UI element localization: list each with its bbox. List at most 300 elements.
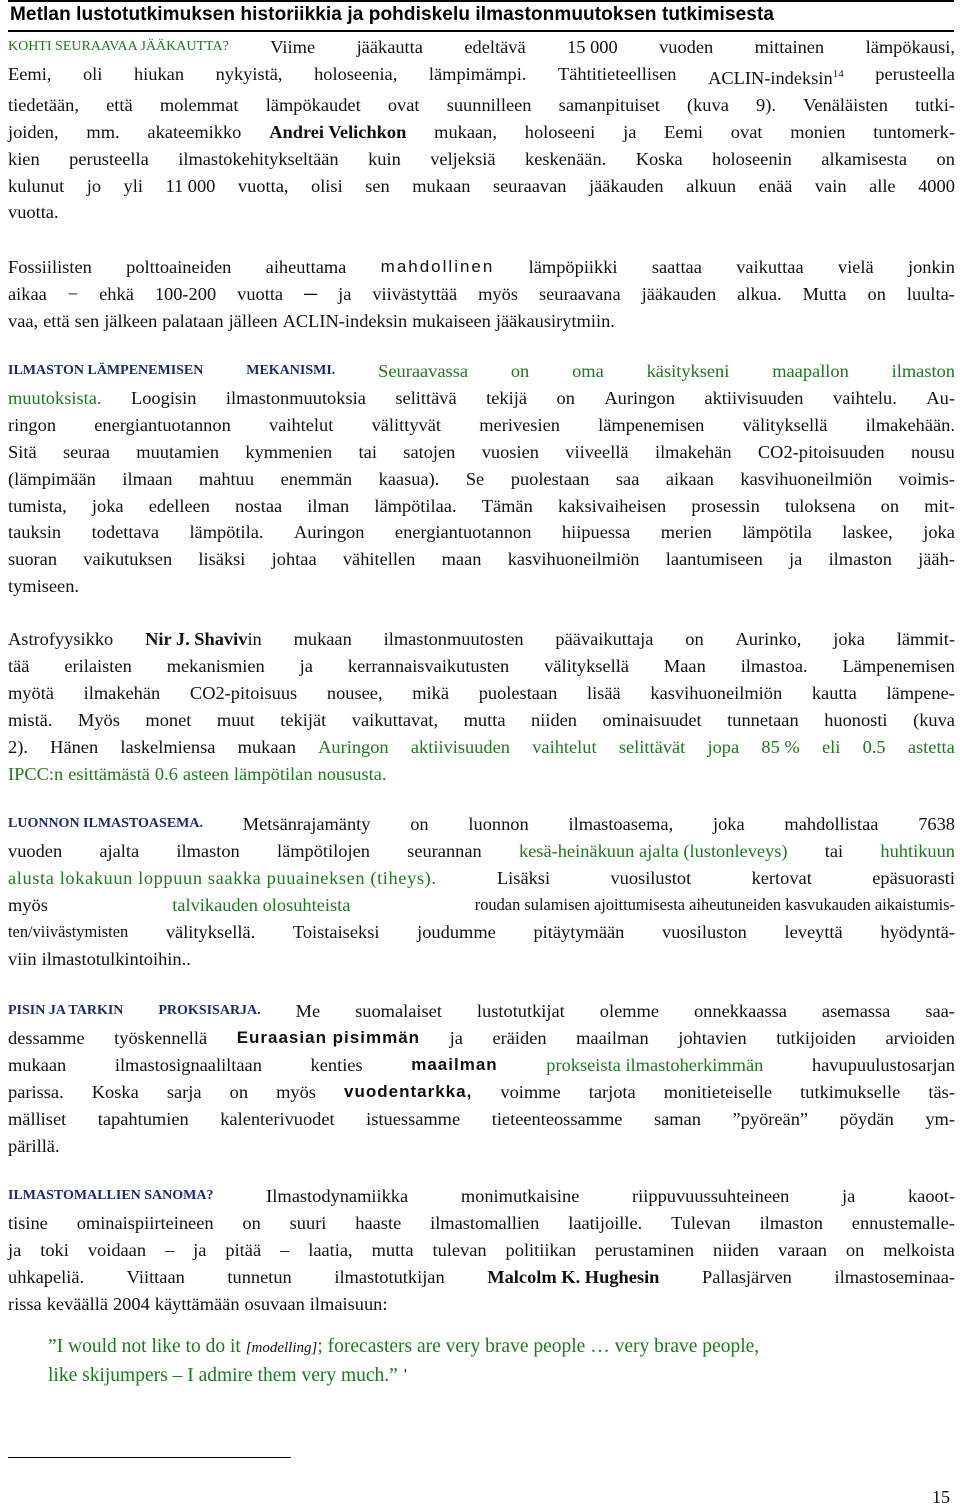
paragraph-climate-models xyxy=(8,1183,955,1318)
section-heading: ILMASTOMALLIEN SANOMA? xyxy=(8,1188,214,1203)
word: monet xyxy=(145,709,192,730)
word: satojen xyxy=(403,441,456,462)
word: seuraavana xyxy=(538,283,621,304)
word: muutamien xyxy=(136,441,220,462)
text-line xyxy=(8,1291,955,1318)
stray-mark: ' xyxy=(403,1367,407,1384)
word: (kuva xyxy=(686,94,729,115)
text-line xyxy=(8,412,955,439)
word: nykyistä, xyxy=(215,63,283,84)
word: epäsuorasti xyxy=(872,867,955,888)
emphasis-word: mahdollinen xyxy=(380,257,495,276)
word: jääkauden xyxy=(589,175,664,196)
word: jääkausirytmiin. xyxy=(495,310,615,331)
person-name: Malcolm K. Hughesin xyxy=(487,1266,660,1287)
word: ilmaston xyxy=(176,840,240,861)
text-line xyxy=(8,1264,955,1291)
word: tunnetaan xyxy=(727,709,799,730)
word: maailman xyxy=(576,1027,649,1048)
person-name-group xyxy=(145,626,262,653)
word: kenties xyxy=(310,1054,363,1075)
word: tekijät xyxy=(280,709,327,730)
word: ilman xyxy=(307,495,350,516)
word: perusteella xyxy=(875,63,955,84)
paragraph-warming-mechanism xyxy=(8,358,955,600)
word: noususta. xyxy=(317,763,387,784)
quote-insertion: [modelling] xyxy=(245,1340,318,1356)
word: varaan xyxy=(777,1239,827,1260)
word: riippuvuussuhteineen xyxy=(632,1186,790,1206)
word: 2004 xyxy=(112,1293,150,1314)
text-line xyxy=(8,811,955,838)
word: Hänen xyxy=(50,736,99,757)
dash: − xyxy=(67,283,79,304)
word: Mutta xyxy=(802,283,847,304)
word: CO2-pitoisuuden xyxy=(757,441,885,462)
word: ten/viivästymisten xyxy=(8,921,129,941)
word: ilmastosignaaliltaan xyxy=(114,1054,262,1075)
word: ehkä xyxy=(99,283,134,304)
word: puolestaan xyxy=(478,682,558,703)
word: alle xyxy=(869,175,896,196)
word: onnekkaassa xyxy=(693,1001,787,1021)
word: saman xyxy=(653,1108,701,1129)
word: joudumme xyxy=(417,921,496,942)
word: 9). xyxy=(756,94,776,115)
word: ja xyxy=(449,1027,463,1048)
text-line xyxy=(8,281,955,308)
word: viin xyxy=(8,948,37,969)
word: joka xyxy=(833,629,865,649)
word: mistä. xyxy=(8,709,53,730)
word: ilmakehän xyxy=(83,682,161,703)
word: saattaa xyxy=(651,257,702,277)
word: mukaan xyxy=(412,175,471,196)
word: jääkauden xyxy=(641,283,717,304)
word: Eemi, xyxy=(8,63,52,84)
word: kasvihuoneilmiön xyxy=(650,682,783,703)
text-line xyxy=(8,61,955,92)
word: Viittaan xyxy=(126,1266,185,1287)
word: suuri xyxy=(289,1212,327,1233)
word: alkua. xyxy=(737,283,782,304)
word: lämpöpiikki xyxy=(528,257,618,277)
word: roudan sulamisen ajoittumisesta aiheutuneiden kasvukauden aikaistumis- xyxy=(474,894,955,914)
word: politiikan xyxy=(505,1239,577,1260)
word: sen xyxy=(365,175,390,196)
word: enää xyxy=(758,175,793,196)
word: ovat xyxy=(730,121,763,142)
word: kaasua). xyxy=(378,468,440,489)
word: kertovat xyxy=(751,867,812,888)
word: rissa xyxy=(8,1293,42,1314)
word: in xyxy=(247,629,262,649)
text-line xyxy=(8,1025,955,1052)
word: merien xyxy=(660,522,712,543)
word: vaihtelut xyxy=(532,736,597,757)
word: tutki- xyxy=(915,94,955,115)
text-line xyxy=(8,1133,955,1160)
word: ringon xyxy=(8,414,57,435)
word: huonosti xyxy=(824,709,888,730)
text-line xyxy=(48,1362,928,1389)
word: (lämpimään xyxy=(8,468,96,489)
word: lämpötilan xyxy=(233,763,313,784)
word: ilmastokehitykseltään xyxy=(178,148,339,169)
word: tutkijoiden xyxy=(776,1027,856,1048)
word: on xyxy=(556,387,575,408)
word: lämpötila xyxy=(742,522,812,543)
word: keskenään. xyxy=(525,148,607,169)
word: jälleen xyxy=(228,310,278,331)
word: tekijä xyxy=(486,387,528,408)
word: on xyxy=(242,1212,261,1233)
section-heading: KOHTI SEURAAVAA JÄÄKAUTTA? xyxy=(8,39,229,54)
word: merivesien xyxy=(479,414,560,435)
word: hyödyntä- xyxy=(880,921,955,942)
word: käsitykseni xyxy=(646,361,730,381)
word: holoseenia, xyxy=(314,63,398,84)
word: mikä xyxy=(412,682,450,703)
word: välittyvät xyxy=(371,414,442,435)
word: on xyxy=(685,629,704,649)
word: ja xyxy=(299,655,313,676)
word: huhtikuun xyxy=(880,840,955,861)
text-line xyxy=(8,308,955,335)
page-number: 15 xyxy=(932,1487,950,1507)
text-line xyxy=(8,573,955,600)
word: lisäksi xyxy=(198,549,246,570)
word: 15 000 xyxy=(567,37,618,57)
word: samanpituiset xyxy=(558,94,660,115)
word: ajalta xyxy=(99,840,140,861)
text-line xyxy=(8,119,955,146)
word: mutta xyxy=(463,709,506,730)
word: CO2-pitoisuus xyxy=(189,682,298,703)
word: tiedetään, xyxy=(8,94,79,115)
word: vähitellen xyxy=(342,549,416,570)
word: aikaan xyxy=(665,468,714,489)
word: osuvaan xyxy=(244,1293,305,1314)
word: tai xyxy=(824,840,844,861)
text-line xyxy=(8,358,955,385)
word: Astrofyysikko xyxy=(8,629,114,649)
word: välityksellä xyxy=(544,655,629,676)
word: tutkimukselle xyxy=(800,1081,901,1102)
text-line xyxy=(8,892,955,919)
word: alkuun xyxy=(686,175,737,196)
word: holoseenin xyxy=(712,148,792,169)
word: Tähtitieteellisen xyxy=(558,63,677,84)
word: kulunut xyxy=(8,175,65,196)
word: saa- xyxy=(925,1001,955,1021)
section-heading: PROKSISARJA. xyxy=(158,1003,261,1018)
word: vuosiluston xyxy=(662,921,747,942)
word: vuoden xyxy=(659,37,714,57)
text-line xyxy=(8,254,955,281)
word: 0.6 xyxy=(154,763,178,784)
word: myös xyxy=(8,894,48,915)
word: lämpimämpi. xyxy=(428,63,527,84)
word: ilmaisuun: xyxy=(309,1293,388,1314)
word: laskee, xyxy=(842,522,893,543)
word: dessamme xyxy=(8,1027,85,1048)
word: hiipuessa xyxy=(561,522,631,543)
word: johtavien xyxy=(678,1027,747,1048)
word: lämmit- xyxy=(896,629,955,649)
word: Auringon xyxy=(604,387,675,408)
word: eli xyxy=(821,736,841,757)
word: asemassa xyxy=(821,1001,891,1021)
word: joiden, xyxy=(8,121,59,142)
word: pöydän xyxy=(839,1108,894,1129)
word: viivästyttää xyxy=(372,283,458,304)
word: ilmastoa. xyxy=(740,655,808,676)
word: lisää xyxy=(587,682,621,703)
word: Tulevan xyxy=(671,1212,731,1233)
paragraph-natural-station xyxy=(8,811,955,972)
word: todettava xyxy=(91,522,159,543)
text-line xyxy=(8,761,955,788)
word: nousee, xyxy=(326,682,383,703)
word: Au- xyxy=(926,387,955,408)
word: monitieteiselle xyxy=(663,1081,773,1102)
word: laskelmiensa xyxy=(120,736,216,757)
word: mittainen xyxy=(754,37,825,57)
word: Koska xyxy=(635,148,683,169)
word: ilmaston xyxy=(891,361,955,381)
highlight-phrase: prokseista ilmastoherkimmän xyxy=(546,1054,764,1075)
word: pärillä. xyxy=(8,1135,60,1156)
word: vain xyxy=(814,175,847,196)
word: muutoksista. xyxy=(8,387,102,408)
paragraph-shaviv xyxy=(8,626,955,787)
section-heading: MEKANISMI. xyxy=(246,363,336,378)
word: istuessamme xyxy=(366,1108,461,1129)
word: ilmaston xyxy=(759,1212,823,1233)
word: perusteella xyxy=(69,148,149,169)
word: täs- xyxy=(928,1081,955,1102)
word: IPCC:n xyxy=(8,763,64,784)
word: kymmenien xyxy=(245,441,333,462)
word: Lisäksi xyxy=(496,867,551,888)
word: energiantuotannon xyxy=(394,522,532,543)
word: Aurinko, xyxy=(735,629,802,649)
word: mahdollistaa xyxy=(784,814,879,834)
text-line xyxy=(8,493,955,520)
word: ilmastotulkintoihin.. xyxy=(41,948,191,969)
text-line xyxy=(8,92,955,119)
dash: – xyxy=(164,1239,175,1260)
word: aiheuttama xyxy=(265,257,347,277)
text-line xyxy=(8,439,955,466)
word: Seuraavassa xyxy=(378,361,469,381)
text-line xyxy=(8,1183,955,1210)
word: seurannan xyxy=(407,840,482,861)
word: mekanismien xyxy=(166,655,265,676)
word: Myös xyxy=(77,709,120,730)
section-heading: PISIN JA TARKIN xyxy=(8,1003,124,1018)
text-line xyxy=(8,1079,955,1106)
word: ilmastotutkijan xyxy=(334,1266,445,1287)
text-line xyxy=(8,173,955,200)
word: astetta xyxy=(907,736,955,757)
word: Pallasjärven xyxy=(702,1266,792,1287)
text-line xyxy=(8,466,955,493)
word: päävaikuttaja xyxy=(555,629,654,649)
word: Sitä xyxy=(8,441,37,462)
word: vielä xyxy=(837,257,874,277)
highlight-phrase: talvikauden olosuhteista xyxy=(172,894,351,915)
word: luonnon xyxy=(468,814,529,834)
word: tieteenteossamme xyxy=(491,1108,623,1129)
word: myös xyxy=(276,1081,316,1102)
word: Lämpenemisen xyxy=(842,655,955,676)
word: 0.5 xyxy=(862,736,886,757)
word: energiantuotannon xyxy=(94,414,231,435)
word: kasvihuoneilmiön xyxy=(507,549,640,570)
word: veljeksiä xyxy=(430,148,496,169)
word: niiden xyxy=(713,1239,759,1260)
word: tai xyxy=(358,441,377,462)
highlight-phrase: alusta lokakuun loppuun saakka puuaineksen (tiheys). xyxy=(8,867,437,888)
text-line xyxy=(8,946,955,973)
word: 100-200 xyxy=(154,283,217,304)
word: edelleen xyxy=(148,495,210,516)
word: joka xyxy=(712,814,745,834)
word: myös xyxy=(478,283,518,304)
header-title: Metlan lustotutkimuksen historiikkia ja pohdiskelu ilmastonmuutoksen tutkimisesta xyxy=(10,4,775,25)
text-line xyxy=(8,680,955,707)
person-name: Andrei Velichkon xyxy=(269,121,407,142)
word: melkoista xyxy=(883,1239,955,1260)
word: Auringon xyxy=(293,522,365,543)
word: välityksellä. xyxy=(165,921,256,942)
word: Me xyxy=(295,1001,321,1021)
word: mukaan xyxy=(293,629,352,649)
word: 2). xyxy=(8,736,28,757)
word: laantumiseen xyxy=(665,549,763,570)
paragraph-next-ice-age xyxy=(8,34,955,226)
word: luulta- xyxy=(906,283,955,304)
text-line xyxy=(8,146,955,173)
word: ovat xyxy=(387,94,420,115)
word: Metsänrajamänty xyxy=(242,814,371,834)
word: ACLIN-indeksin$^{14}$ xyxy=(708,67,844,88)
word: tymiseen. xyxy=(8,576,79,597)
word: selittävät xyxy=(618,736,686,757)
word: tulevan xyxy=(432,1239,487,1260)
text-line xyxy=(8,546,955,573)
word: aikaa xyxy=(8,283,47,304)
word: edeltävä xyxy=(464,37,526,57)
word: välityksellä xyxy=(742,414,828,435)
text-line xyxy=(8,865,955,892)
text-line xyxy=(8,1052,955,1079)
word: parissa. xyxy=(8,1081,64,1102)
word: monien xyxy=(790,121,846,142)
word: lämpötila. xyxy=(189,522,264,543)
word: Loogisin xyxy=(131,387,197,408)
word: esittämästä xyxy=(68,763,150,784)
word: vaikuttaa xyxy=(736,257,804,277)
word: vaa, xyxy=(8,310,39,331)
word: on xyxy=(845,1239,865,1260)
word: mälliset xyxy=(8,1108,67,1129)
word: ja xyxy=(842,1186,856,1206)
dash: – xyxy=(280,1239,290,1260)
word: oli xyxy=(82,63,103,84)
quote-text: like skijumpers – I admire them very much.” xyxy=(48,1365,398,1386)
text-line xyxy=(8,653,955,680)
word: Viime xyxy=(270,37,316,57)
text-line xyxy=(8,707,955,734)
text-line xyxy=(8,34,955,61)
word: tuloksena xyxy=(785,495,856,516)
word: keväällä xyxy=(46,1293,108,1314)
word: vuotta xyxy=(237,283,284,304)
word: kasvihuoneilmiön xyxy=(740,468,873,489)
text-line xyxy=(8,626,955,653)
word: toki xyxy=(40,1239,69,1260)
word: ilmastomallien xyxy=(430,1212,540,1233)
word: viiveellä xyxy=(565,441,629,462)
word: työskennellä xyxy=(114,1027,208,1048)
word: lustotutkijat xyxy=(476,1001,565,1021)
word: kerrannaisvaikutusten xyxy=(347,655,510,676)
word: on xyxy=(880,495,900,516)
word: suomalaiset xyxy=(355,1001,442,1021)
text-line xyxy=(48,1333,928,1362)
word: mm. xyxy=(86,121,120,142)
word: lämpökausi, xyxy=(865,37,955,57)
emphasis-word: maailman xyxy=(411,1054,498,1074)
word: vaihtelut xyxy=(268,414,334,435)
text-line xyxy=(8,919,955,946)
word: mukaiseen xyxy=(412,310,491,331)
word: voimis- xyxy=(898,468,955,489)
word: vuoden xyxy=(8,840,63,861)
word: ilmaan xyxy=(122,468,173,489)
word: lämpenemisen xyxy=(598,414,705,435)
word: (kuva xyxy=(913,709,955,730)
text-line xyxy=(8,998,955,1025)
word: käyttämään xyxy=(154,1293,240,1314)
running-header xyxy=(8,0,954,32)
word: prosessin xyxy=(691,495,760,516)
word: voimme xyxy=(500,1081,561,1102)
text-line xyxy=(8,1210,955,1237)
footnote-separator xyxy=(8,1457,291,1458)
word: niiden xyxy=(531,709,577,730)
word: jo xyxy=(86,175,102,196)
paragraph-proxy-series xyxy=(8,998,955,1159)
word: haaste xyxy=(355,1212,402,1233)
word: ja xyxy=(8,1239,22,1260)
word: nousu xyxy=(910,441,955,462)
word: mukaan xyxy=(237,736,296,757)
dash: ─ xyxy=(304,283,318,304)
word: tunnetun xyxy=(227,1266,292,1287)
word: olisi xyxy=(311,175,343,196)
word: Eemi xyxy=(664,121,703,142)
text-line xyxy=(8,734,955,761)
word: sen xyxy=(74,310,100,331)
word: puolestaan xyxy=(510,468,590,489)
word: johtaa xyxy=(271,549,317,570)
word: mit- xyxy=(924,495,955,516)
word: vaikutuksen xyxy=(83,549,173,570)
